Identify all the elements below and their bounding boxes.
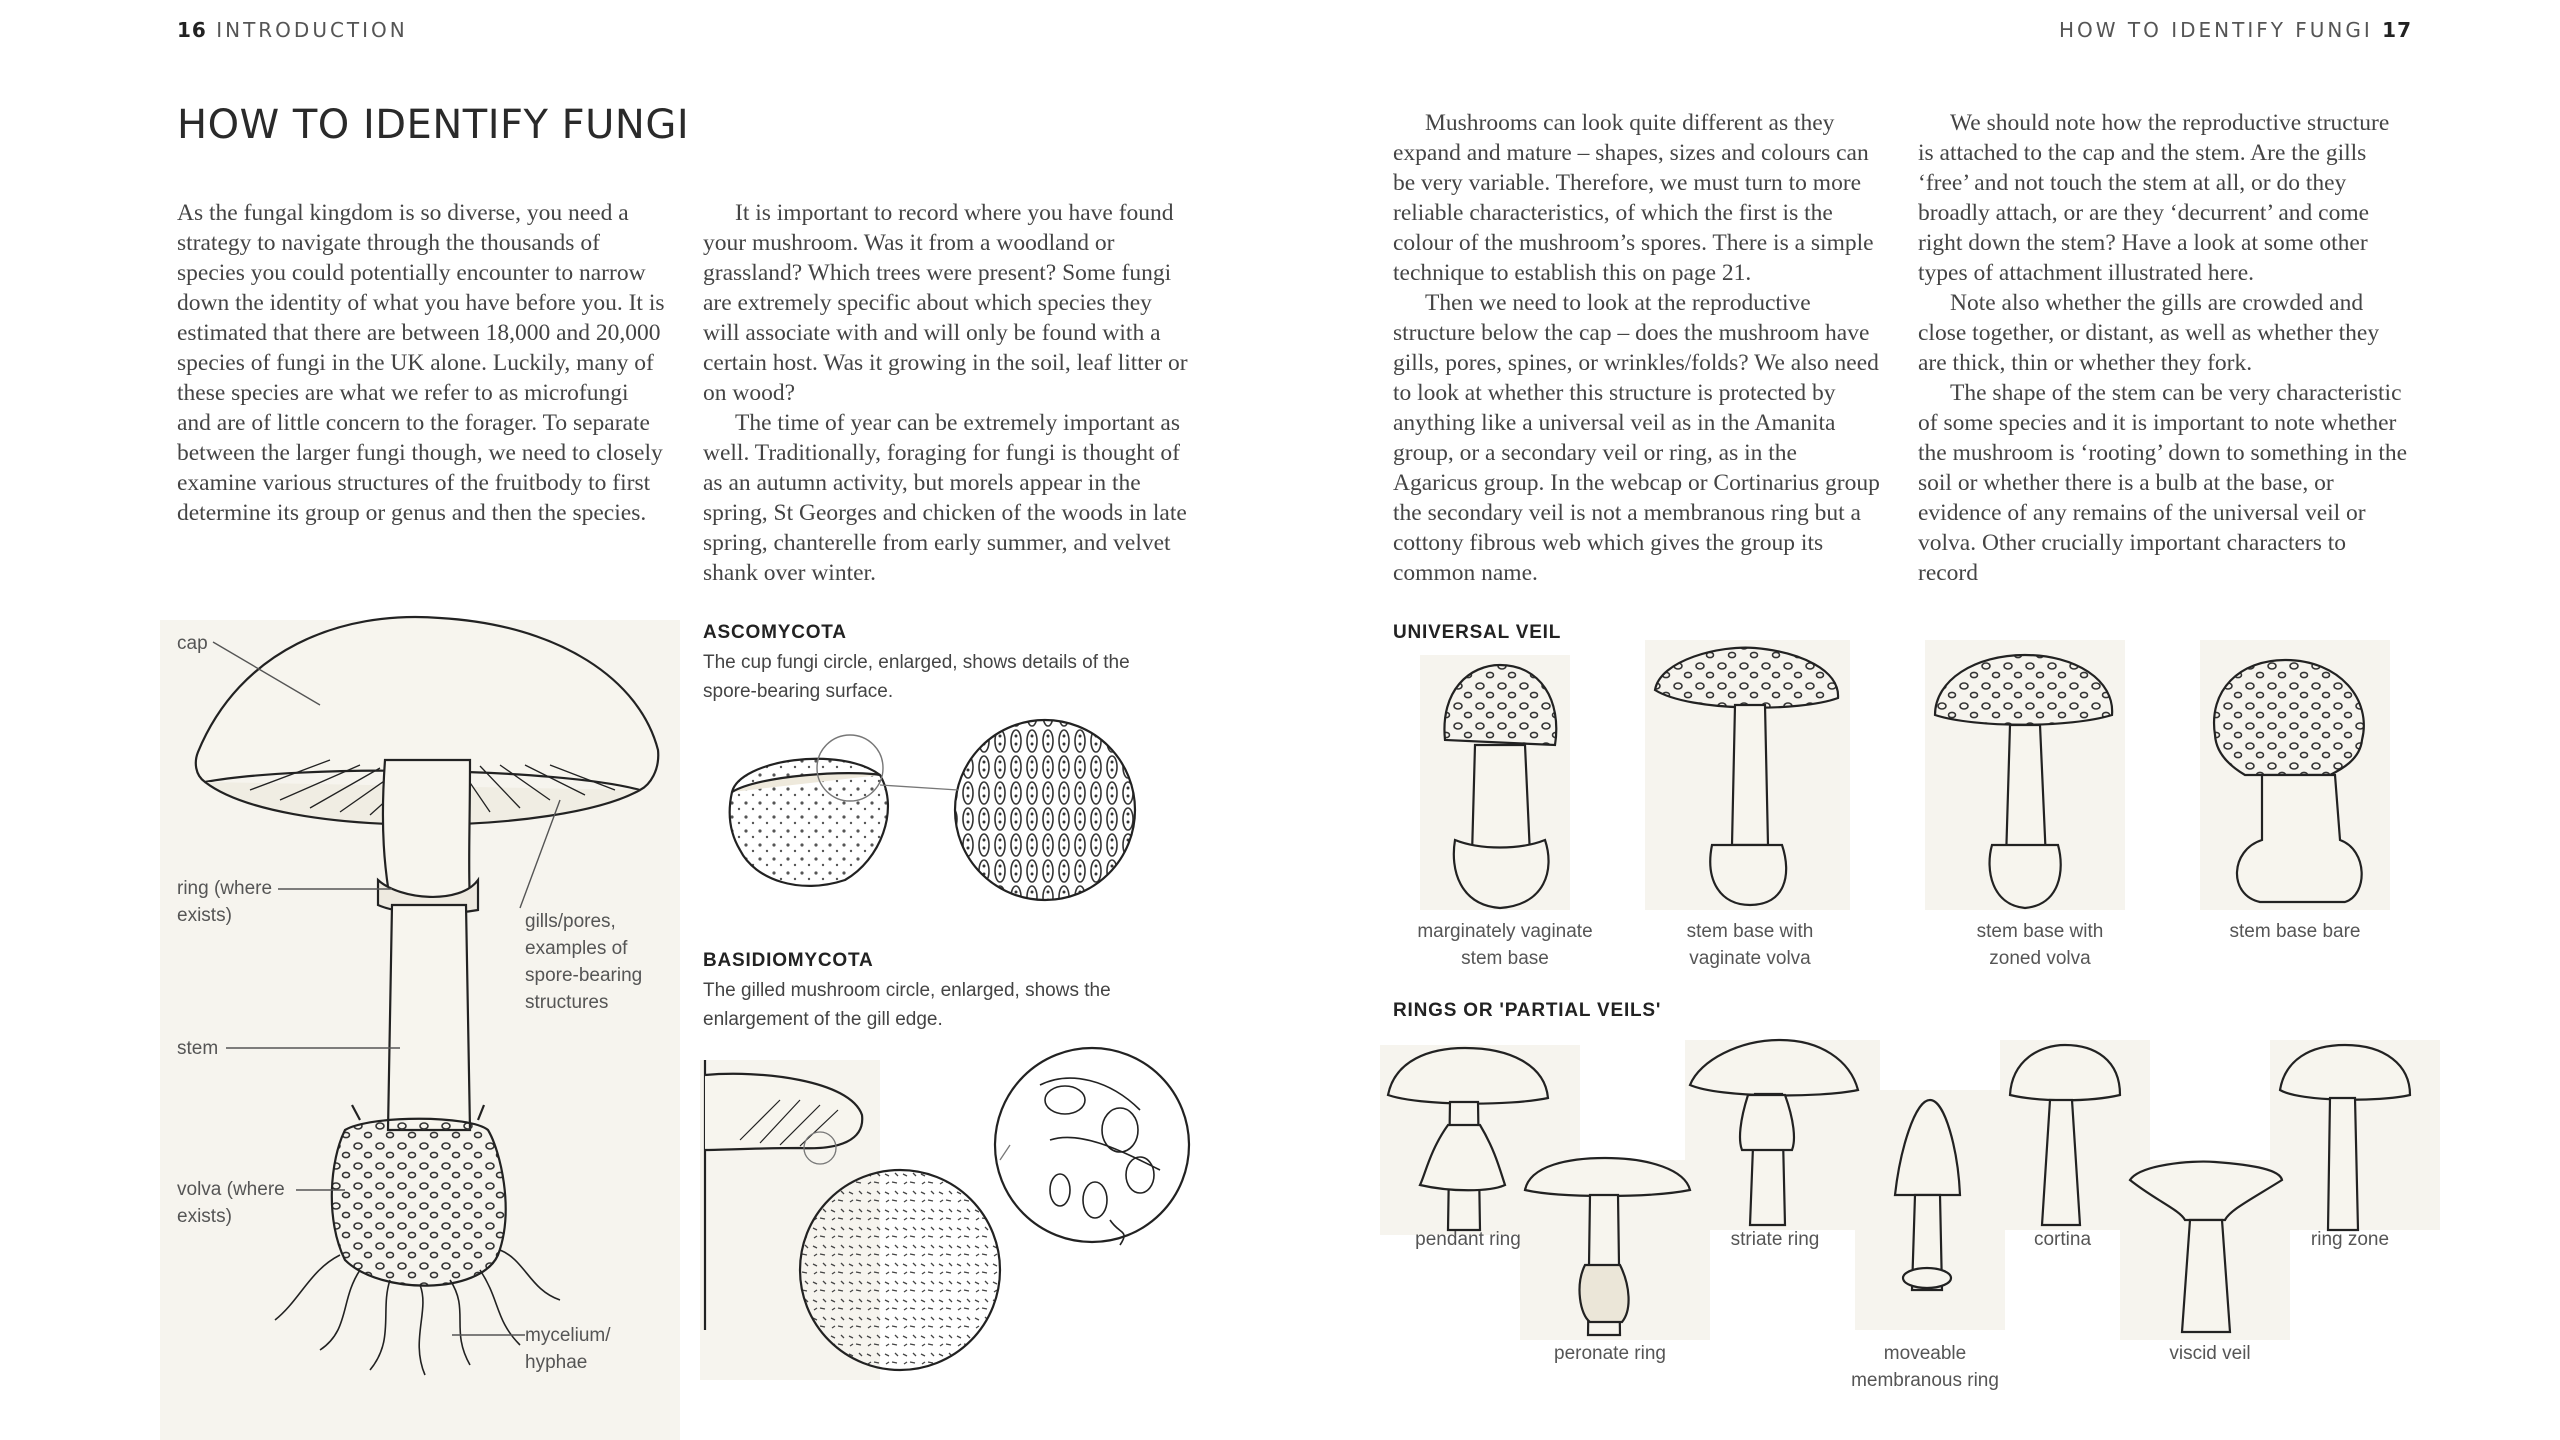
label-stem-base-bare: stem base bare [2229, 921, 2361, 942]
label-stem: stem [177, 1038, 219, 1059]
paragraph: The time of year can be extremely important as well. Traditionally, foraging for fungi is thought of as an autumn activity, but morels appear in the spring, St Georges and chicken of the woods in late spring, chanterelle from early summer, and velvet shank over winter. [703, 410, 1187, 586]
paragraph: We should note how the reproductive structure is attached to the cap and the stem. Are the gills ‘free’ and not touch the stem at all, or do they broadly attach, or are they ‘decurrent’ and come right down the stem? Have a look at some other types of attachment illustrated here. [1918, 110, 2390, 286]
rings-illustrations [1380, 1040, 2440, 1340]
label-ring-zone: ring zone [2310, 1229, 2390, 1250]
ascomycota-illustration [730, 720, 1135, 900]
label-ring: ring (where exists) [177, 878, 273, 926]
rings-heading: RINGS OR 'PARTIAL VEILS' [1393, 1000, 1662, 1021]
label-peronate-ring: peronate ring [1554, 1343, 1666, 1364]
paragraph: Note also whether the gills are crowded and close together, or distant, as well as whether they are thick, thin or whether they fork. [1918, 290, 2380, 376]
right-running-head-text: HOW TO IDENTIFY FUNGI [2058, 18, 2373, 42]
left-running-head-text: INTRODUCTION [216, 18, 408, 42]
label-mycelium: mycelium/ hyphae [525, 1325, 611, 1373]
universal-veil-illustrations [1420, 640, 2390, 910]
mushroom-anatomy-illustration [160, 617, 680, 1440]
label-marginately-vaginate: marginately vaginate stem base [1417, 921, 1593, 969]
basidiomycota-caption: The gilled mushroom circle, enlarged, shows the enlargement of the gill edge. [703, 980, 1111, 1030]
label-cap: cap [177, 633, 208, 654]
label-pendant-ring: pendant ring [1415, 1229, 1521, 1250]
left-page-number: 16 [177, 18, 207, 42]
label-gills: gills/pores, examples of spore-bearing structures [525, 911, 643, 1013]
ascomycota-heading: ASCOMYCOTA [703, 622, 847, 643]
label-zoned-volva: stem base with zoned volva [1976, 921, 2104, 969]
label-striate-ring: striate ring [1730, 1229, 1820, 1250]
paragraph: As the fungal kingdom is so diverse, you need a strategy to navigate through the thousands of species you could potentially encounter to narrow down the identity of what you have before you. It is estimated that there are between 18,000 and 20,000 species of fungi in the UK alone. Luckily, many of these species are what we refer to as microfungi and are of little concern to the forager. To separate between the larger fungi though, we need to closely examine various structures of the fruitbody to first determine its group or genus and then the species. [177, 200, 665, 526]
right-page-number: 17 [2382, 18, 2412, 42]
ascomycota-caption: The cup fungi circle, enlarged, shows details of the spore-bearing surface. [703, 652, 1130, 702]
label-viscid-veil: viscid veil [2169, 1343, 2251, 1364]
basidiomycota-illustration [700, 1048, 1189, 1380]
page-title: HOW TO IDENTIFY FUNGI [177, 102, 690, 148]
paragraph: Mushrooms can look quite different as they expand and mature – shapes, sizes and colours can be very variable. Therefore, we must turn to more reliable characteristics, of which the first is the colour of the mushroom’s spores. There is a simple technique to establish this on page 21. [1393, 110, 1874, 286]
label-vaginate-volva: stem base with vaginate volva [1686, 921, 1814, 969]
paragraph: The shape of the stem can be very characteristic of some species and it is important to note whether the mushroom is ‘rooting’ down to something in the soil or whether there is a bulb at the base, or evidence of any remains of the universal veil or volva. Other crucially important characters to record [1918, 380, 2408, 586]
label-moveable-ring: moveable membranous ring [1851, 1343, 1999, 1391]
basidiomycota-heading: BASIDIOMYCOTA [703, 950, 874, 971]
label-cortina: cortina [2033, 1229, 2092, 1250]
paragraph: It is important to record where you have found your mushroom. Was it from a woodland or grassland? Which trees were present? Some fungi are extremely specific about which species they will associate with and will only be found with a certain host. Was it growing in the soil, leaf litter or on wood? [703, 200, 1188, 406]
label-volva: volva (where exists) [177, 1179, 285, 1227]
paragraph: Then we need to look at the reproductive structure below the cap – does the mushroom have gills, pores, spines, or wrinkles/folds? We also need to look at whether this structure is protected by anything like a universal veil as in the Amanita group, or a secondary veil or ring, as in the Agaricus group. In the webcap or Cortinarius group the secondary veil is not a membranous ring but a cottony fibrous web which gives the group its common name. [1393, 290, 1880, 586]
universal-veil-heading: UNIVERSAL VEIL [1393, 622, 1562, 643]
